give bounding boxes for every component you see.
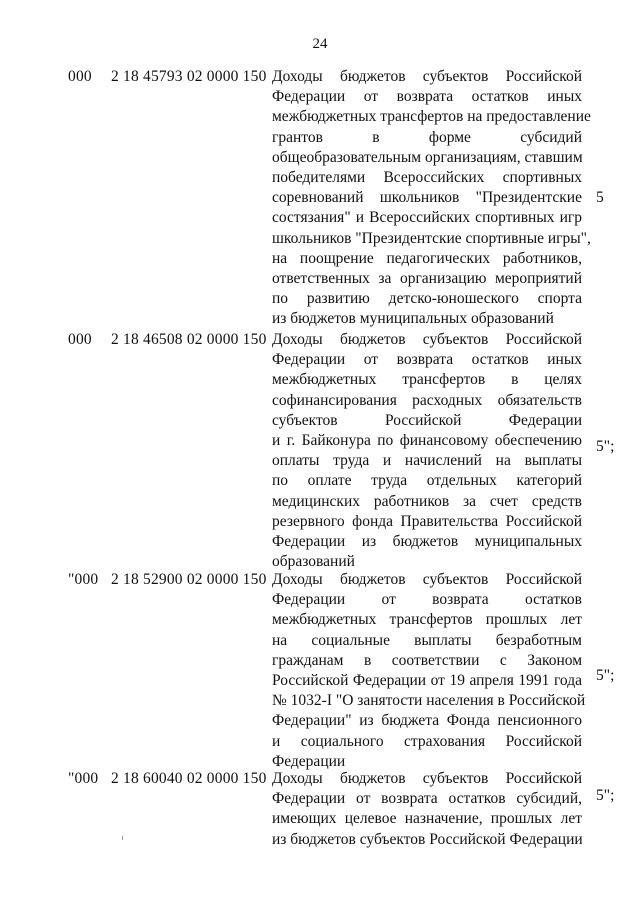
income-description [272,769,582,850]
amount-value: 5"; [596,667,615,684]
description-line: Федерации от возврата остатков иных [272,88,582,106]
admin-code: 000 [68,331,92,348]
budget-classification-code: 2 18 52900 02 0000 150 [111,571,267,588]
description-line: Федерации от возврата остатков [272,591,582,609]
description-line: межбюджетных трансфертов на предоставление [272,108,591,126]
description-line: оплаты труда и начислений на выплаты [272,452,582,470]
description-line: Доходы бюджетов субъектов Российской [272,68,582,85]
description-line: общеобразовательным организациям, ставшим [272,148,583,166]
admin-code: "000 [68,571,99,588]
description-line: по оплате труда отдельных категорий [272,472,582,490]
description-line: Федерации из бюджетов муниципальных [272,532,582,550]
budget-classification-code: 2 18 60040 02 0000 150 [111,770,267,787]
admin-code: 000 [68,68,92,85]
description-line: резервного фонда Правительства Российской [272,512,582,530]
income-description [272,330,582,572]
description-line: на поощрение педагогических работников, [272,249,582,267]
description-line: образований [272,553,355,571]
description-line: соревнований школьников "Президентские [272,189,582,207]
description-line: из бюджетов субъектов Российской Федерации [272,830,583,848]
description-line: школьников "Президентские спортивные игры", [272,229,591,247]
description-line: победителями Всероссийских спортивных [272,168,582,186]
budget-classification-code: 2 18 46508 02 0000 150 [111,331,267,348]
budget-classification-code: 2 18 45793 02 0000 150 [111,68,267,85]
description-line: Федерации" из бюджета Фонда пенсионного [272,712,582,730]
description-line: и социального страхования Российской [272,732,582,750]
description-line: межбюджетных трансфертов в целях [272,371,582,389]
income-description [272,570,586,772]
admin-code: "000 [68,770,99,787]
description-line: гражданам в соответствии с Законом [272,651,582,669]
description-line: по развитию детско-юношеского спорта [272,290,582,308]
description-line: из бюджетов муниципальных образований [272,310,554,328]
scan-mark [122,836,123,840]
amount-value: 5"; [596,438,615,455]
description-line: и г. Байконура по финансовому обеспечению [272,431,582,449]
description-line: Доходы бюджетов субъектов Российской [272,331,582,348]
description-line: № 1032-I "О занятости населения в Российской [272,692,586,710]
description-line: грантов в форме субсидий [272,128,582,146]
description-line: на социальные выплаты безработным [272,631,582,649]
amount-value: 5"; [596,787,615,804]
description-line: межбюджетных трансфертов прошлых лет [272,611,582,629]
description-line: Доходы бюджетов субъектов Российской [272,770,582,787]
description-line: Российской Федерации от 19 апреля 1991 года [272,671,582,689]
description-line: Федерации [272,752,346,770]
description-line: имеющих целевое назначение, прошлых лет [272,810,582,828]
description-line: софинансирования расходных обязательств [272,391,582,409]
amount-value: 5 [596,189,604,206]
description-line: Доходы бюджетов субъектов Российской [272,571,582,588]
description-line: Федерации от возврата остатков субсидий, [272,790,582,808]
page-number: 24 [312,36,328,52]
description-line: состязания" и Всероссийских спортивных игр [272,209,582,227]
description-line: медицинских работников за счет средств [272,492,582,510]
income-description [272,67,591,329]
description-line: ответственных за организацию мероприятий [272,269,582,287]
description-line: Федерации от возврата остатков иных [272,351,582,369]
description-line: субъектов Российской Федерации [272,411,582,429]
